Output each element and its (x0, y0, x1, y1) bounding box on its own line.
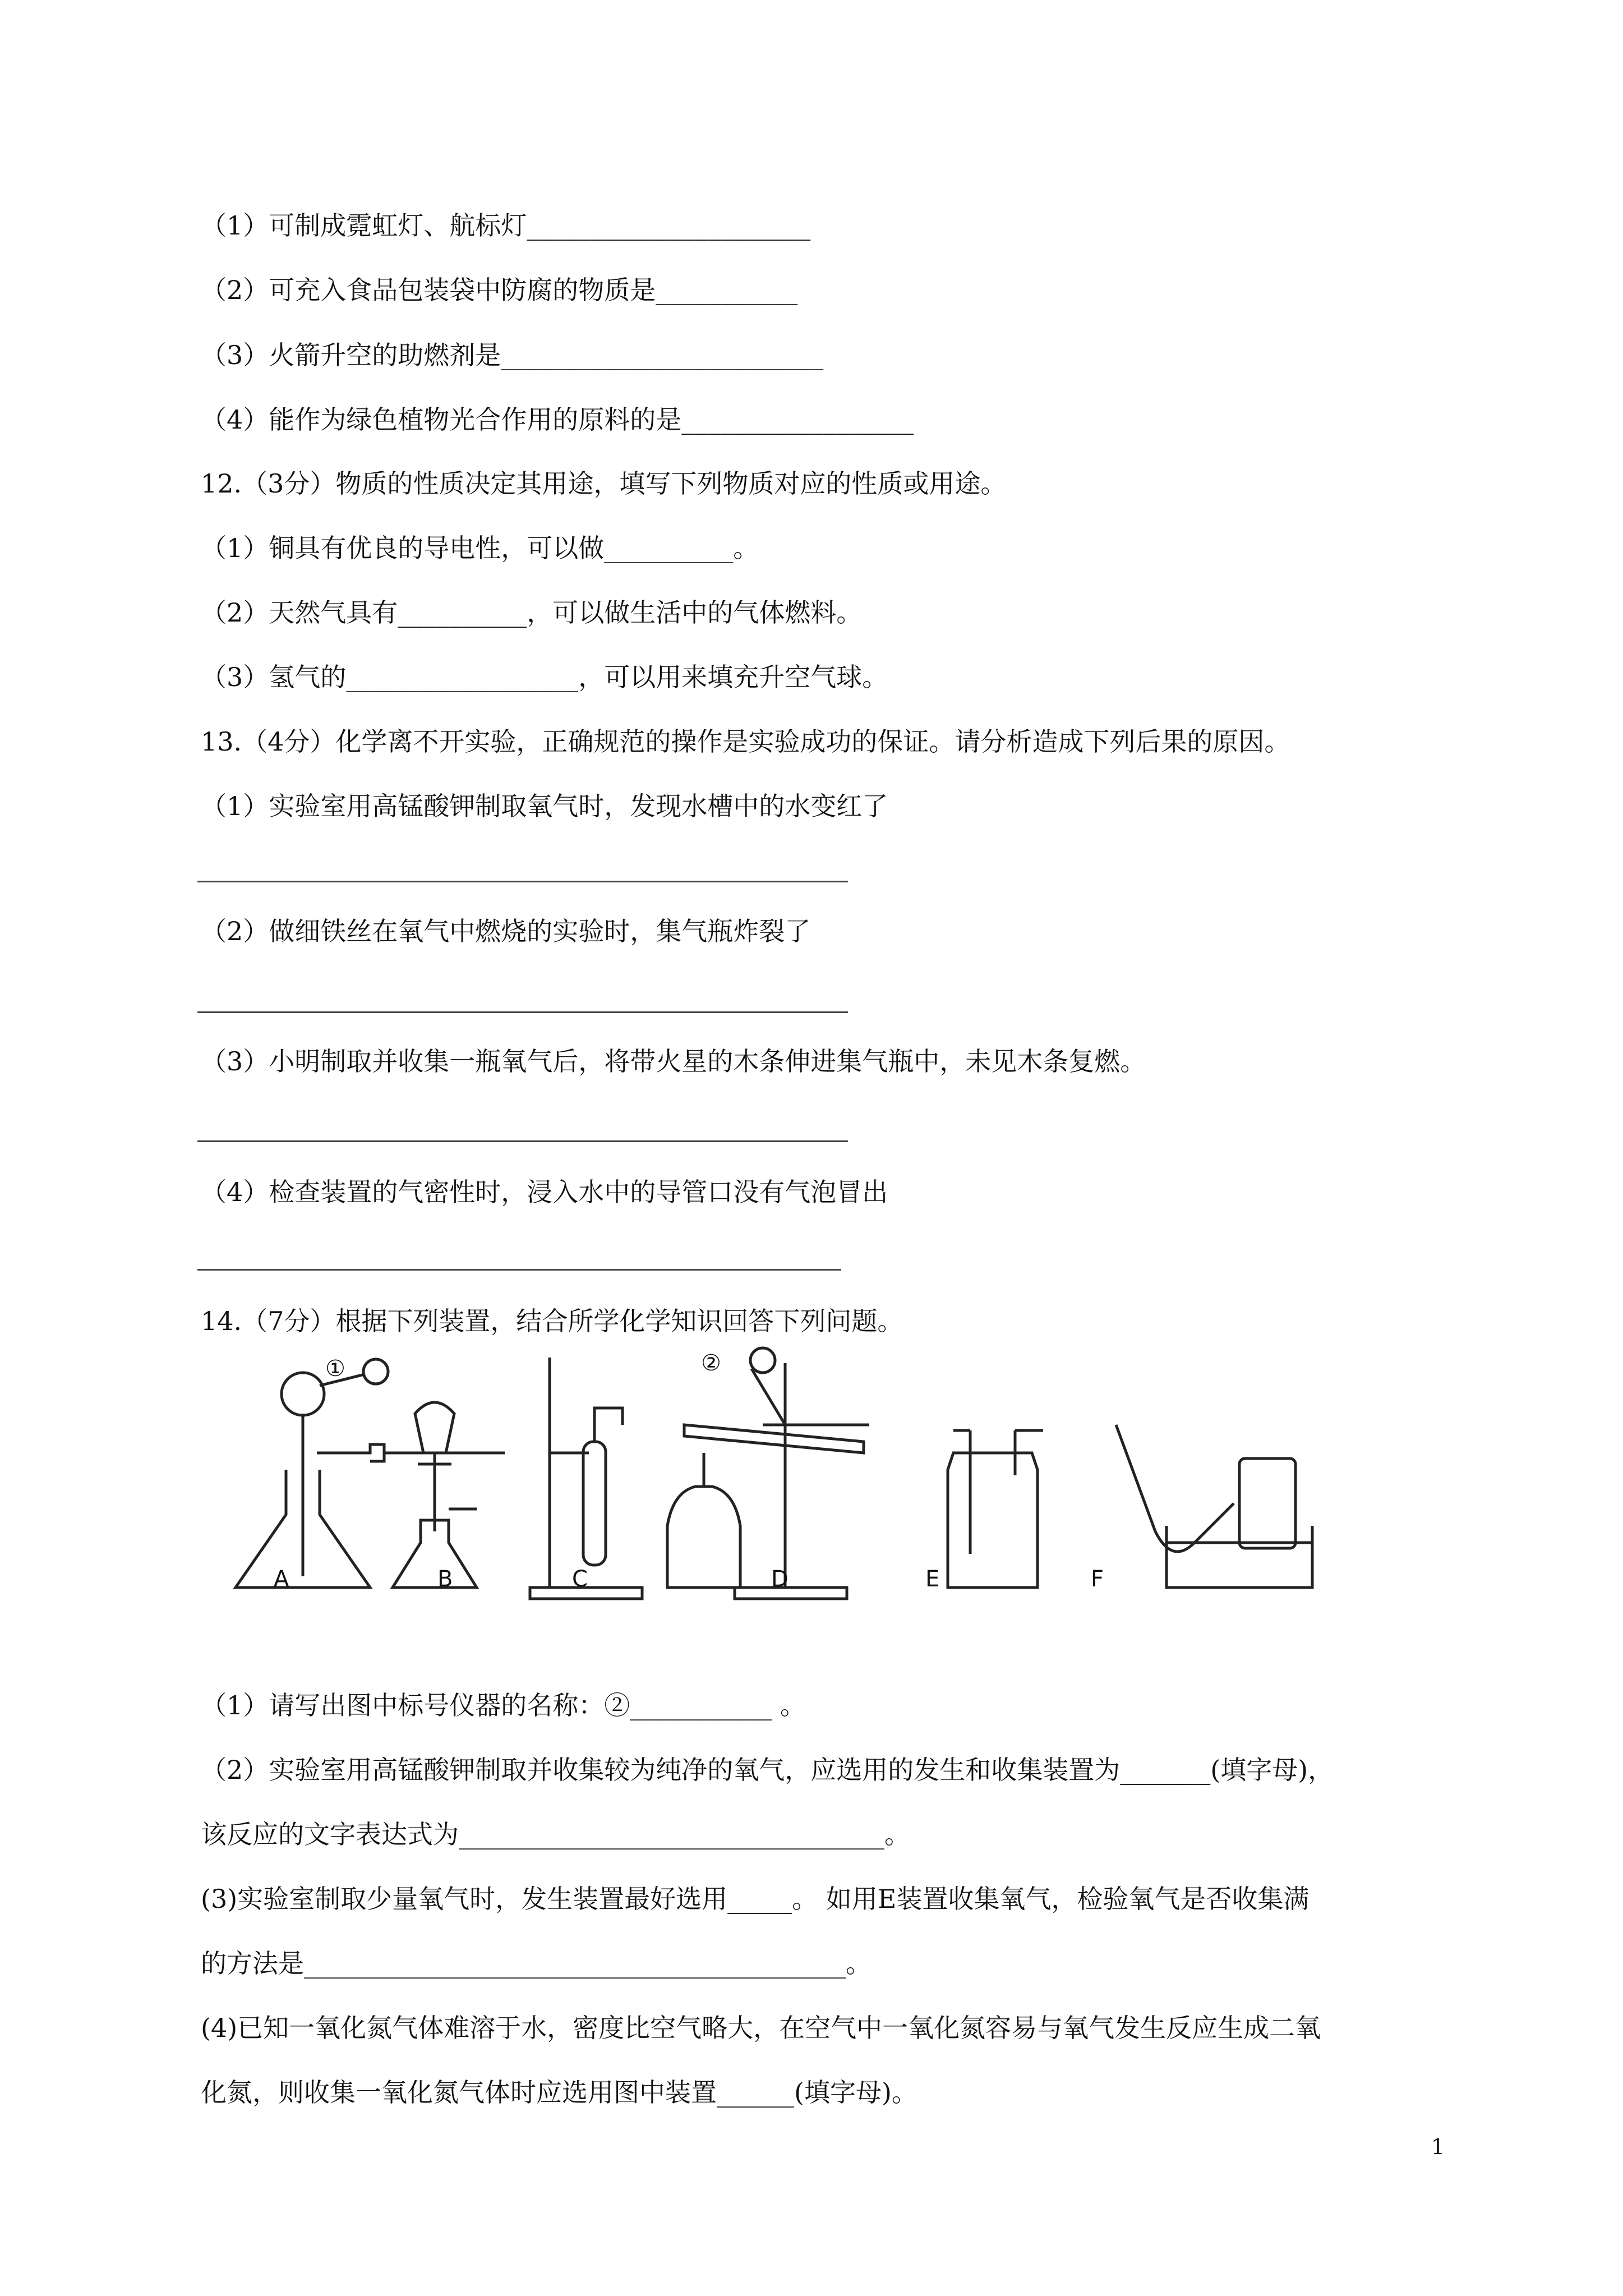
q13-item-2: （2）做细铁丝在氧气中燃烧的实验时，集气瓶炸裂了 (201, 916, 811, 946)
figure-label-a: A (274, 1566, 289, 1592)
q13-stem: 13.（4分）化学离不开实验，正确规范的操作是实验成功的保证。请分析造成下列后果的原因。 (201, 726, 1290, 757)
apparatus-diagram (224, 1341, 1436, 1604)
answer-line[interactable] (197, 1011, 848, 1013)
marker-1: ① (325, 1356, 345, 1382)
figure-label-c: C (572, 1566, 588, 1592)
q14-stem: 14.（7分）根据下列装置，结合所学化学知识回答下列问题。 (201, 1306, 903, 1336)
q11-item-1: （1）可制成霓虹灯、航标灯______________________ (201, 210, 811, 241)
marker-2: ② (701, 1350, 721, 1376)
q13-item-4: （4）检查装置的气密性时，浸入水中的导管口没有气泡冒出 (201, 1177, 888, 1207)
q12-item-2: （2）天然气具有__________，可以做生活中的气体燃料。 (201, 597, 863, 628)
q12-stem: 12.（3分）物质的性质决定其用途，填写下列物质对应的性质或用途。 (201, 468, 1007, 499)
figure-label-b: B (437, 1566, 453, 1592)
q12-item-3: （3）氢气的__________________，可以用来填充升空气球。 (201, 662, 888, 692)
figure-label-e: E (925, 1566, 940, 1592)
q14-item-4b: 化氮，则收集一氧化氮气体时应选用图中装置______(填字母)。 (201, 2077, 917, 2108)
apparatus-b (393, 1402, 477, 1588)
apparatus-figure (224, 1341, 1436, 1604)
q14-item-1: （1）请写出图中标号仪器的名称：②___________ 。 (201, 1690, 806, 1720)
apparatus-a (236, 1359, 505, 1588)
figure-label-d: D (771, 1566, 789, 1592)
answer-line[interactable] (197, 881, 848, 882)
apparatus-f (1116, 1425, 1312, 1588)
figure-label-f: F (1091, 1566, 1104, 1592)
q14-item-3a: (3)实验室制取少量氧气时，发生装置最好选用_____。 如用E装置收集氧气，检验氧气是否收集满 (201, 1884, 1310, 1914)
q14-item-4a: (4)已知一氧化氮气体难溶于水，密度比空气略大，在空气中一氧化氮容易与氧气发生反应生成二氧 (201, 2013, 1321, 2043)
q11-item-2: （2）可充入食品包装袋中防腐的物质是___________ (201, 275, 798, 305)
q11-item-3: （3）火箭升空的助燃剂是_________________________ (201, 340, 824, 370)
q14-item-2b: 该反应的文字表达式为_________________________________。 (201, 1819, 910, 1849)
q13-item-1: （1）实验室用高锰酸钾制取氧气时，发现水槽中的水变红了 (201, 791, 888, 821)
page-number: 1 (1431, 2134, 1445, 2159)
answer-line[interactable] (197, 1140, 848, 1142)
apparatus-d (667, 1348, 869, 1599)
q14-item-2a: （2）实验室用高锰酸钾制取并收集较为纯净的氧气，应选用的发生和收集装置为_______(填字母)， (201, 1755, 1334, 1785)
q11-item-4: （4）能作为绿色植物光合作用的原料的是__________________ (201, 404, 914, 435)
answer-line[interactable] (197, 1269, 841, 1271)
q12-item-1: （1）铜具有优良的导电性，可以做__________。 (201, 533, 759, 563)
apparatus-e (948, 1430, 1043, 1588)
q14-item-3b: 的方法是__________________________________________。 (201, 1948, 872, 1978)
q13-item-3: （3）小明制取并收集一瓶氧气后，将带火星的木条伸进集气瓶中，未见木条复燃。 (201, 1046, 1146, 1076)
